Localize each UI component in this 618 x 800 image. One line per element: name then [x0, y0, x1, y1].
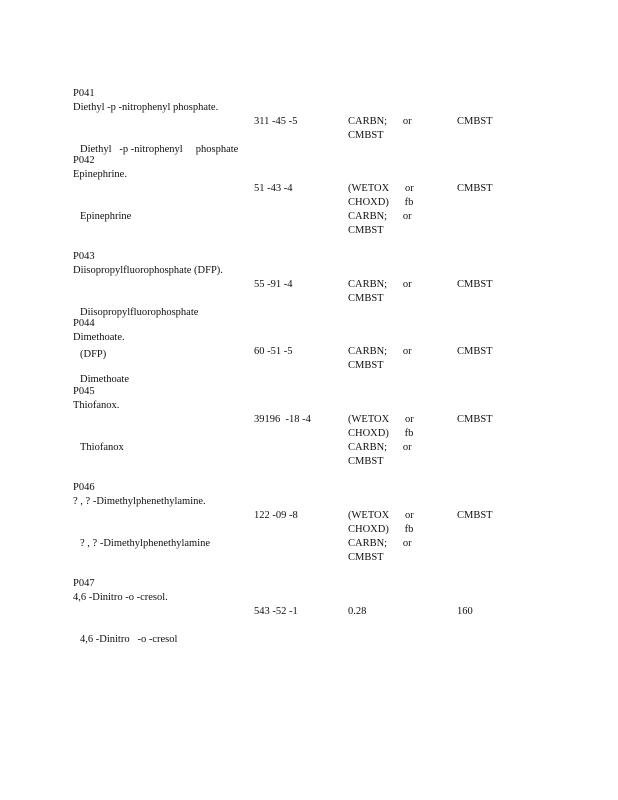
constituent-row	[73, 605, 553, 645]
technology-line: CMBST	[348, 456, 384, 467]
treatment-standard: CMBST	[457, 116, 493, 127]
constituent-name	[80, 182, 131, 252]
technology-line: CARBN; or	[348, 346, 412, 357]
waste-code: P042	[73, 155, 95, 166]
technology-line: CARBN; or	[348, 442, 412, 453]
constituent-name-line: Epinephrine	[80, 211, 132, 222]
constituent-name-line: Dimethoate	[80, 374, 129, 385]
treatment-technology	[348, 182, 418, 238]
treatment-technology	[348, 605, 418, 619]
waste-code: P041	[73, 88, 95, 99]
constituent-row	[73, 509, 553, 563]
technology-line: CMBST	[348, 360, 384, 371]
treatment-standard: CMBST	[457, 183, 493, 194]
technology-line: (WETOX or	[348, 414, 414, 425]
waste-entry-p045	[73, 385, 553, 467]
technology-line: CARBN; or	[348, 279, 412, 290]
waste-entry-p047	[73, 577, 553, 645]
treatment-technology	[348, 278, 418, 306]
treatment-technology	[348, 345, 418, 373]
technology-line: CARBN; or	[348, 116, 412, 127]
technology-line: 0.28	[348, 606, 367, 617]
cas-number: 39196 -18 -4	[254, 414, 311, 425]
constituent-name-line: Diethyl -p -nitrophenyl phosphate	[80, 144, 239, 155]
constituent-name-line: 4,6 -Dinitro -o -cresol	[80, 634, 178, 645]
cas-number: 55 -91 -4	[254, 279, 293, 290]
technology-line: CHOXD) fb	[348, 428, 414, 439]
waste-title: ? , ? -Dimethylphenethylamine.	[73, 496, 206, 507]
technology-line: CHOXD) fb	[348, 524, 414, 535]
technology-line: CARBN; or	[348, 538, 412, 549]
constituent-name-line: Diisopropylfluorophosphate	[80, 307, 199, 318]
technology-line: CMBST	[348, 552, 384, 563]
cas-number: 543 -52 -1	[254, 606, 298, 617]
technology-line: CARBN; or	[348, 211, 412, 222]
technology-line: CHOXD) fb	[348, 197, 414, 208]
constituent-name	[80, 605, 177, 675]
waste-code: P043	[73, 251, 95, 262]
waste-entry-p046	[73, 481, 553, 563]
technology-line: CMBST	[348, 225, 384, 236]
constituent-name-line: (DFP)	[80, 349, 107, 360]
treatment-standard: 160	[457, 606, 473, 617]
waste-entry-p042	[73, 154, 553, 236]
waste-title: Dimethoate.	[73, 332, 125, 343]
constituent-name	[80, 509, 210, 579]
waste-code: P046	[73, 482, 95, 493]
technology-line: CMBST	[348, 293, 384, 304]
waste-code: P045	[73, 386, 95, 397]
constituent-name-line: ? , ? -Dimethylphenethylamine	[80, 538, 211, 549]
cas-number: 60 -51 -5	[254, 346, 293, 357]
waste-code: P047	[73, 578, 95, 589]
constituent-name-line: Thiofanox	[80, 442, 124, 453]
treatment-standard: CMBST	[457, 346, 493, 357]
treatment-technology	[348, 509, 418, 565]
constituent-row	[73, 115, 553, 155]
technology-line: (WETOX or	[348, 183, 414, 194]
constituent-row	[73, 413, 553, 467]
treatment-standard: CMBST	[457, 510, 493, 521]
technology-line: (WETOX or	[348, 510, 414, 521]
waste-title: Diisopropylfluorophosphate (DFP).	[73, 265, 223, 276]
waste-title: Epinephrine.	[73, 169, 127, 180]
cas-number: 122 -09 -8	[254, 510, 298, 521]
treatment-standard: CMBST	[457, 279, 493, 290]
waste-title: Diethyl -p -nitrophenyl phosphate.	[73, 102, 219, 113]
waste-entry-p041	[73, 87, 553, 155]
waste-title: 4,6 -Dinitro -o -cresol.	[73, 592, 168, 603]
waste-title: Thiofanox.	[73, 400, 120, 411]
constituent-row	[73, 345, 553, 385]
treatment-standard: CMBST	[457, 414, 493, 425]
technology-line: CMBST	[348, 130, 384, 141]
waste-code: P044	[73, 318, 95, 329]
treatment-technology	[348, 115, 418, 143]
cas-number: 51 -43 -4	[254, 183, 293, 194]
cas-number: 311 -45 -5	[254, 116, 298, 127]
waste-entry-p044	[73, 317, 553, 385]
treatment-technology	[348, 413, 418, 469]
constituent-name	[80, 413, 124, 483]
constituent-row	[73, 182, 553, 236]
